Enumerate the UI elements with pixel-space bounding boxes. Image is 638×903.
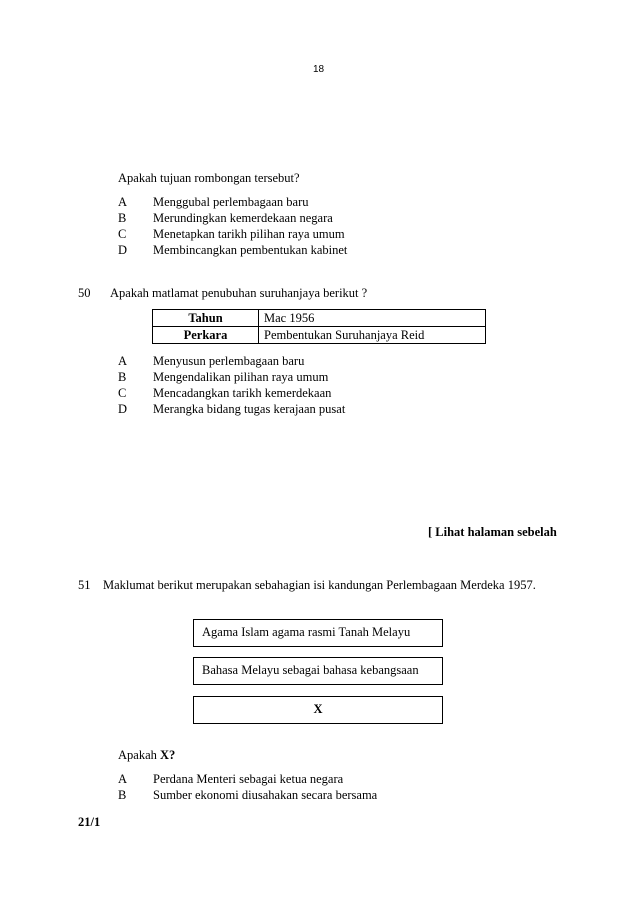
- q50-option-a-text: Menyusun perlembagaan baru: [153, 354, 305, 368]
- table-value-cell: Mac 1956: [259, 310, 486, 327]
- q51-question-prefix: Apakah: [118, 748, 160, 762]
- q50-info-table: [152, 309, 486, 344]
- table-header-cell: Tahun: [153, 310, 259, 327]
- q51-intro: Maklumat berikut merupakan sebahagian isi kandungan Perlembagaan Merdeka 1957.: [103, 578, 536, 592]
- q49-option-c-letter: C: [118, 227, 127, 241]
- q51-number: 51: [78, 578, 91, 592]
- q51-box-1: Agama Islam agama rasmi Tanah Melayu: [193, 619, 443, 647]
- q49-option-b-text: Merundingkan kemerdekaan negara: [153, 211, 333, 225]
- q51-option-a-letter: A: [118, 772, 128, 786]
- q50-option-d-text: Merangka bidang tugas kerajaan pusat: [153, 402, 346, 416]
- q51-box-x: X: [193, 696, 443, 724]
- q50-number: 50: [78, 286, 91, 300]
- turn-page-note: [ Lihat halaman sebelah: [428, 525, 557, 539]
- q51-question: [118, 748, 175, 763]
- q49-option-c-text: Menetapkan tarikh pilihan raya umum: [153, 227, 345, 241]
- q51-box-2: Bahasa Melayu sebagai bahasa kebangsaan: [193, 657, 443, 685]
- q51-question-bold: X?: [160, 748, 176, 762]
- page-number: 18: [313, 64, 325, 75]
- q49-option-b-letter: B: [118, 211, 127, 225]
- table-value-cell: Pembentukan Suruhanjaya Reid: [259, 327, 486, 344]
- q49-question: Apakah tujuan rombongan tersebut?: [118, 171, 300, 185]
- q50-option-c-letter: C: [118, 386, 127, 400]
- paper-code: 21/1: [78, 815, 101, 829]
- q50-option-a-letter: A: [118, 354, 128, 368]
- q50-question: Apakah matlamat penubuhan suruhanjaya berikut ?: [110, 286, 368, 300]
- q49-option-a-text: Menggubal perlembagaan baru: [153, 195, 309, 209]
- q51-option-b-letter: B: [118, 788, 127, 802]
- q50-option-b-letter: B: [118, 370, 127, 384]
- table-row: [153, 310, 486, 327]
- q50-option-c-text: Mencadangkan tarikh kemerdekaan: [153, 386, 332, 400]
- q49-option-a-letter: A: [118, 195, 128, 209]
- table-row: [153, 327, 486, 344]
- q51-option-a-text: Perdana Menteri sebagai ketua negara: [153, 772, 344, 786]
- q49-option-d-text: Membincangkan pembentukan kabinet: [153, 243, 348, 257]
- q51-option-b-text: Sumber ekonomi diusahakan secara bersama: [153, 788, 378, 802]
- q50-option-d-letter: D: [118, 402, 128, 416]
- q50-option-b-text: Mengendalikan pilihan raya umum: [153, 370, 329, 384]
- table-header-cell: Perkara: [153, 327, 259, 344]
- q49-option-d-letter: D: [118, 243, 128, 257]
